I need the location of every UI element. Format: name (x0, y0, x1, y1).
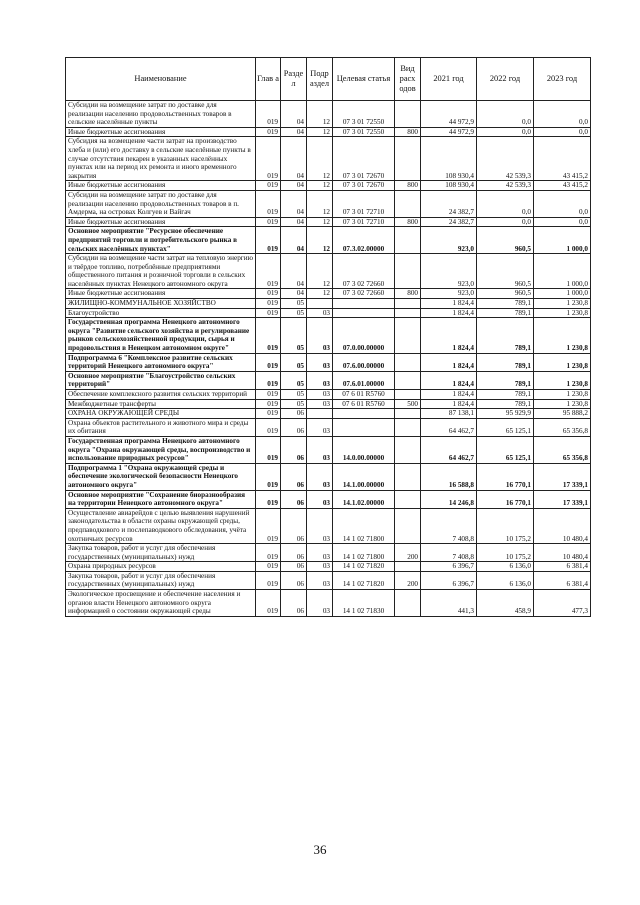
cell-2021: 6 396,7 (421, 562, 477, 572)
cell-podrazdel: 03 (307, 318, 333, 353)
cell-glava: 019 (256, 399, 281, 409)
cell-tselevaya (333, 299, 395, 309)
cell-2022: 789,1 (477, 399, 534, 409)
header-2021: 2021 год (421, 58, 477, 101)
cell-2021: 1 824,4 (421, 399, 477, 409)
cell-2022: 10 175,2 (477, 508, 534, 543)
cell-razdel: 04 (281, 137, 307, 181)
cell-2023: 1 230,8 (534, 299, 591, 309)
cell-glava: 019 (256, 562, 281, 572)
cell-name: Государственная программа Ненецкого автономного округа "Охрана окружающей среды, воспроизводство и использование природных ресурсов" (66, 436, 256, 463)
cell-glava: 019 (256, 490, 281, 508)
table-row (66, 217, 591, 227)
cell-glava: 019 (256, 137, 281, 181)
cell-podrazdel: 03 (307, 436, 333, 463)
cell-2022: 789,1 (477, 308, 534, 318)
cell-2022: 789,1 (477, 390, 534, 400)
cell-razdel: 04 (281, 181, 307, 191)
table-row (66, 318, 591, 353)
cell-name: Субсидии на возмещение затрат по доставке для реализации населению продовольственных товаров в п. Амдерма, на островах Колгуев и Вайгач (66, 190, 256, 217)
cell-podrazdel: 12 (307, 137, 333, 181)
cell-razdel: 06 (281, 571, 307, 589)
cell-razdel: 06 (281, 544, 307, 562)
cell-podrazdel: 03 (307, 562, 333, 572)
cell-podrazdel: 12 (307, 190, 333, 217)
cell-2022: 6 136,0 (477, 562, 534, 572)
cell-name: Экологическое просвещение и обеспечение населения и органов власти Ненецкого автономного округа информацией о состоянии окружающей среды (66, 590, 256, 617)
cell-razdel: 05 (281, 390, 307, 400)
table-row (66, 353, 591, 371)
cell-2023: 0,0 (534, 217, 591, 227)
cell-vid (395, 390, 421, 400)
table-row (66, 436, 591, 463)
cell-2022: 789,1 (477, 353, 534, 371)
cell-2023: 10 480,4 (534, 508, 591, 543)
cell-2023: 43 415,2 (534, 181, 591, 191)
cell-vid (395, 299, 421, 309)
cell-tselevaya: 14.0.00.00000 (333, 436, 395, 463)
cell-podrazdel: 03 (307, 544, 333, 562)
cell-glava: 019 (256, 409, 281, 419)
cell-2021: 14 246,8 (421, 490, 477, 508)
header-vid: Вид расх одов (395, 58, 421, 101)
cell-name: Субсидия на возмещение части затрат на производство хлеба и (или) его доставку в сельские населённые пункты в случае отсутствия пекарен в указанных населённых пунктах или на период их ремонта и иного временного закрытия (66, 137, 256, 181)
cell-2022: 0,0 (477, 190, 534, 217)
cell-name: Закупка товаров, работ и услуг для обеспечения государственных (муниципальных) нужд (66, 544, 256, 562)
table-row (66, 562, 591, 572)
cell-2023: 0,0 (534, 190, 591, 217)
cell-razdel: 06 (281, 436, 307, 463)
cell-2021: 1 824,4 (421, 353, 477, 371)
cell-razdel: 06 (281, 590, 307, 617)
cell-2022: 95 929,9 (477, 409, 534, 419)
cell-glava: 019 (256, 299, 281, 309)
table-row (66, 127, 591, 137)
cell-podrazdel: 03 (307, 571, 333, 589)
cell-tselevaya: 07 3 01 72550 (333, 127, 395, 137)
cell-vid: 200 (395, 544, 421, 562)
cell-2023: 0,0 (534, 127, 591, 137)
cell-vid: 200 (395, 571, 421, 589)
cell-glava: 019 (256, 436, 281, 463)
cell-2021: 24 382,7 (421, 190, 477, 217)
cell-tselevaya: 07 6 01 R5760 (333, 399, 395, 409)
cell-name: Субсидии на возмещение части затрат на тепловую энергию и твёрдое топливо, потреблённые предприятиями общественного питания и розничной торговли в сельских населённых пунктах Ненецкого автономного округа (66, 254, 256, 289)
cell-podrazdel: 12 (307, 289, 333, 299)
cell-name: Межбюджетные трансферты (66, 399, 256, 409)
cell-podrazdel: 12 (307, 254, 333, 289)
cell-tselevaya (333, 418, 395, 436)
cell-vid (395, 508, 421, 543)
cell-2023: 6 381,4 (534, 571, 591, 589)
cell-razdel: 04 (281, 190, 307, 217)
cell-vid (395, 409, 421, 419)
cell-podrazdel: 12 (307, 181, 333, 191)
cell-2021: 441,3 (421, 590, 477, 617)
table-row (66, 254, 591, 289)
cell-glava: 019 (256, 308, 281, 318)
cell-2022: 960,5 (477, 254, 534, 289)
cell-2023: 1 000,0 (534, 254, 591, 289)
header-glava: Глав а (256, 58, 281, 101)
cell-name: Субсидии на возмещение затрат по доставке для реализации населению продовольственных товаров в сельские населённые пункты (66, 101, 256, 128)
table-row (66, 181, 591, 191)
cell-2021: 1 824,4 (421, 299, 477, 309)
cell-2022: 65 125,1 (477, 418, 534, 436)
cell-podrazdel: 03 (307, 418, 333, 436)
cell-2022: 960,5 (477, 289, 534, 299)
cell-2023: 1 230,8 (534, 318, 591, 353)
cell-tselevaya: 14 1 02 71820 (333, 571, 395, 589)
cell-glava: 019 (256, 289, 281, 299)
table-row (66, 299, 591, 309)
cell-vid: 500 (395, 399, 421, 409)
cell-tselevaya (333, 308, 395, 318)
cell-2021: 64 462,7 (421, 436, 477, 463)
cell-name: Подпрограмма 6 "Комплексное развитие сельских территорий Ненецкого автономного округа" (66, 353, 256, 371)
cell-podrazdel: 03 (307, 308, 333, 318)
cell-vid (395, 318, 421, 353)
cell-2021: 1 824,4 (421, 318, 477, 353)
table-row (66, 463, 591, 490)
cell-podrazdel: 03 (307, 508, 333, 543)
cell-vid (395, 463, 421, 490)
cell-2022: 789,1 (477, 318, 534, 353)
cell-2021: 1 824,4 (421, 308, 477, 318)
cell-2023: 43 415,2 (534, 137, 591, 181)
cell-vid (395, 137, 421, 181)
table-row (66, 308, 591, 318)
cell-name: Осуществление авиарейдов с целью выявления нарушений законодательства в области охраны окружающей среды, предпаводкового и послепаводкового обследования, учёта охотничьих ресурсов (66, 508, 256, 543)
table-row (66, 227, 591, 254)
cell-name: Иные бюджетные ассигнования (66, 181, 256, 191)
table-body (66, 101, 591, 617)
cell-vid (395, 436, 421, 463)
cell-tselevaya: 14 1 02 71800 (333, 544, 395, 562)
cell-2021: 6 396,7 (421, 571, 477, 589)
table-row (66, 190, 591, 217)
cell-vid (395, 227, 421, 254)
cell-razdel: 04 (281, 217, 307, 227)
cell-tselevaya (333, 409, 395, 419)
cell-podrazdel: 12 (307, 101, 333, 128)
cell-tselevaya: 07.0.00.00000 (333, 318, 395, 353)
table-row (66, 409, 591, 419)
cell-glava: 019 (256, 181, 281, 191)
cell-2023: 1 230,8 (534, 353, 591, 371)
cell-tselevaya: 07 3 01 72670 (333, 137, 395, 181)
cell-razdel: 06 (281, 562, 307, 572)
cell-2022: 65 125,1 (477, 436, 534, 463)
cell-2022: 789,1 (477, 299, 534, 309)
cell-2023: 1 000,0 (534, 227, 591, 254)
cell-tselevaya: 14.1.02.00000 (333, 490, 395, 508)
cell-glava: 019 (256, 227, 281, 254)
cell-vid (395, 254, 421, 289)
cell-2021: 923,0 (421, 254, 477, 289)
cell-glava: 019 (256, 318, 281, 353)
header-tselevaya: Целевая статья (333, 58, 395, 101)
cell-tselevaya: 07 3 01 72710 (333, 190, 395, 217)
cell-razdel: 04 (281, 254, 307, 289)
cell-razdel: 04 (281, 101, 307, 128)
cell-tselevaya: 07 3 01 72670 (333, 181, 395, 191)
cell-2022: 42 539,3 (477, 137, 534, 181)
cell-2021: 16 588,8 (421, 463, 477, 490)
cell-razdel: 06 (281, 490, 307, 508)
cell-2021: 44 972,9 (421, 101, 477, 128)
cell-tselevaya: 07 3 02 72660 (333, 254, 395, 289)
cell-2023: 65 356,8 (534, 436, 591, 463)
cell-name: Государственная программа Ненецкого автономного округа "Развитие сельского хозяйства и регулирование рынков сельскохозяйственной продукции, сырья и продовольствия в Ненецком автономном округе" (66, 318, 256, 353)
cell-vid: 800 (395, 181, 421, 191)
cell-razdel: 04 (281, 127, 307, 137)
table-row (66, 371, 591, 389)
header-name: Наименование (66, 58, 256, 101)
cell-vid (395, 353, 421, 371)
cell-2022: 458,9 (477, 590, 534, 617)
table-row (66, 590, 591, 617)
table-row (66, 101, 591, 128)
cell-tselevaya: 07 3 02 72660 (333, 289, 395, 299)
cell-vid (395, 490, 421, 508)
cell-podrazdel: 12 (307, 127, 333, 137)
cell-vid (395, 371, 421, 389)
cell-tselevaya: 14 1 02 71800 (333, 508, 395, 543)
cell-glava: 019 (256, 101, 281, 128)
cell-2021: 87 138,1 (421, 409, 477, 419)
cell-razdel: 05 (281, 299, 307, 309)
cell-2022: 16 770,1 (477, 463, 534, 490)
cell-2023: 1 230,8 (534, 390, 591, 400)
cell-2022: 0,0 (477, 217, 534, 227)
cell-glava: 019 (256, 463, 281, 490)
cell-vid (395, 101, 421, 128)
cell-2022: 16 770,1 (477, 490, 534, 508)
cell-2023: 6 381,4 (534, 562, 591, 572)
cell-2021: 108 930,4 (421, 137, 477, 181)
cell-2022: 6 136,0 (477, 571, 534, 589)
header-2022: 2022 год (477, 58, 534, 101)
cell-vid (395, 590, 421, 617)
cell-razdel: 06 (281, 508, 307, 543)
cell-podrazdel: 03 (307, 463, 333, 490)
cell-2022: 0,0 (477, 101, 534, 128)
cell-tselevaya: 07 3 01 72550 (333, 101, 395, 128)
cell-2021: 923,0 (421, 227, 477, 254)
table-row (66, 418, 591, 436)
cell-2021: 108 930,4 (421, 181, 477, 191)
cell-podrazdel: 03 (307, 353, 333, 371)
cell-podrazdel: 12 (307, 217, 333, 227)
budget-table (65, 57, 591, 617)
cell-2023: 1 230,8 (534, 371, 591, 389)
cell-glava: 019 (256, 190, 281, 217)
cell-2023: 65 356,8 (534, 418, 591, 436)
cell-name: Подпрограмма 1 "Охрана окружающей среды и обеспечение экологической безопасности Ненецкого автономного округа" (66, 463, 256, 490)
cell-razdel: 06 (281, 409, 307, 419)
cell-name: Иные бюджетные ассигнования (66, 217, 256, 227)
cell-name: ОХРАНА ОКРУЖАЮЩЕЙ СРЕДЫ (66, 409, 256, 419)
cell-razdel: 04 (281, 227, 307, 254)
table-row (66, 508, 591, 543)
cell-2021: 44 972,9 (421, 127, 477, 137)
cell-glava: 019 (256, 353, 281, 371)
cell-glava: 019 (256, 217, 281, 227)
cell-2023: 0,0 (534, 101, 591, 128)
table-row (66, 137, 591, 181)
table-row (66, 390, 591, 400)
cell-tselevaya: 14.1.00.00000 (333, 463, 395, 490)
cell-2022: 0,0 (477, 127, 534, 137)
cell-glava: 019 (256, 371, 281, 389)
cell-2021: 1 824,4 (421, 390, 477, 400)
header-row (66, 58, 591, 101)
cell-2023: 10 480,4 (534, 544, 591, 562)
cell-glava: 019 (256, 254, 281, 289)
cell-glava: 019 (256, 544, 281, 562)
cell-name: Охрана природных ресурсов (66, 562, 256, 572)
cell-tselevaya: 14 1 02 71820 (333, 562, 395, 572)
cell-razdel: 05 (281, 308, 307, 318)
cell-2023: 17 339,1 (534, 490, 591, 508)
cell-vid: 800 (395, 217, 421, 227)
cell-2022: 789,1 (477, 371, 534, 389)
table-row (66, 399, 591, 409)
cell-razdel: 04 (281, 289, 307, 299)
cell-tselevaya: 07 3 01 72710 (333, 217, 395, 227)
table-row (66, 490, 591, 508)
cell-name: Основное мероприятие "Сохранение биоразнообразия на территории Ненецкого автономного округа" (66, 490, 256, 508)
cell-tselevaya: 07.6.00.00000 (333, 353, 395, 371)
cell-glava: 019 (256, 418, 281, 436)
cell-2023: 1 230,8 (534, 399, 591, 409)
cell-podrazdel: 03 (307, 590, 333, 617)
cell-2021: 64 462,7 (421, 418, 477, 436)
cell-tselevaya: 14 1 02 71830 (333, 590, 395, 617)
cell-podrazdel: 03 (307, 390, 333, 400)
table-row (66, 544, 591, 562)
cell-podrazdel (307, 409, 333, 419)
cell-name: Основное мероприятие "Благоустройство сельских территорий" (66, 371, 256, 389)
cell-2021: 1 824,4 (421, 371, 477, 389)
cell-glava: 019 (256, 390, 281, 400)
cell-name: ЖИЛИЩНО-КОММУНАЛЬНОЕ ХОЗЯЙСТВО (66, 299, 256, 309)
header-2023: 2023 год (534, 58, 591, 101)
cell-name: Благоустройство (66, 308, 256, 318)
cell-2023: 1 230,8 (534, 308, 591, 318)
page-number: 36 (313, 842, 327, 857)
header-podrazdel: Подр аздел (307, 58, 333, 101)
cell-2023: 477,3 (534, 590, 591, 617)
cell-name: Иные бюджетные ассигнования (66, 127, 256, 137)
cell-podrazdel: 03 (307, 399, 333, 409)
cell-tselevaya: 07.6.01.00000 (333, 371, 395, 389)
cell-name: Охрана объектов растительного и животного мира и среды их обитания (66, 418, 256, 436)
cell-name: Основное мероприятие "Ресурсное обеспечение предприятий торговли и потребительского рынка в сельских населённых пунктах" (66, 227, 256, 254)
cell-2021: 24 382,7 (421, 217, 477, 227)
cell-2022: 10 175,2 (477, 544, 534, 562)
cell-glava: 019 (256, 590, 281, 617)
cell-2023: 1 000,0 (534, 289, 591, 299)
cell-razdel: 05 (281, 399, 307, 409)
table-row (66, 571, 591, 589)
cell-razdel: 05 (281, 318, 307, 353)
cell-glava: 019 (256, 571, 281, 589)
cell-2021: 923,0 (421, 289, 477, 299)
cell-podrazdel: 03 (307, 490, 333, 508)
cell-2023: 17 339,1 (534, 463, 591, 490)
header-razdel: Разде л (281, 58, 307, 101)
cell-vid: 800 (395, 289, 421, 299)
cell-razdel: 06 (281, 463, 307, 490)
cell-glava: 019 (256, 508, 281, 543)
cell-2021: 7 408,8 (421, 544, 477, 562)
cell-vid (395, 418, 421, 436)
cell-podrazdel: 12 (307, 227, 333, 254)
cell-tselevaya: 07 6 01 R5760 (333, 390, 395, 400)
cell-razdel: 05 (281, 371, 307, 389)
cell-name: Иные бюджетные ассигнования (66, 289, 256, 299)
cell-2021: 7 408,8 (421, 508, 477, 543)
table-row (66, 289, 591, 299)
cell-vid (395, 190, 421, 217)
cell-podrazdel: 03 (307, 371, 333, 389)
cell-vid (395, 308, 421, 318)
cell-podrazdel (307, 299, 333, 309)
cell-razdel: 06 (281, 418, 307, 436)
cell-2022: 960,5 (477, 227, 534, 254)
cell-razdel: 05 (281, 353, 307, 371)
cell-name: Закупка товаров, работ и услуг для обеспечения государственных (муниципальных) нужд (66, 571, 256, 589)
cell-2023: 95 888,2 (534, 409, 591, 419)
cell-vid (395, 562, 421, 572)
cell-tselevaya: 07.3.02.00000 (333, 227, 395, 254)
cell-glava: 019 (256, 127, 281, 137)
cell-name: Обеспечение комплексного развития сельских территорий (66, 390, 256, 400)
cell-vid: 800 (395, 127, 421, 137)
cell-2022: 42 539,3 (477, 181, 534, 191)
